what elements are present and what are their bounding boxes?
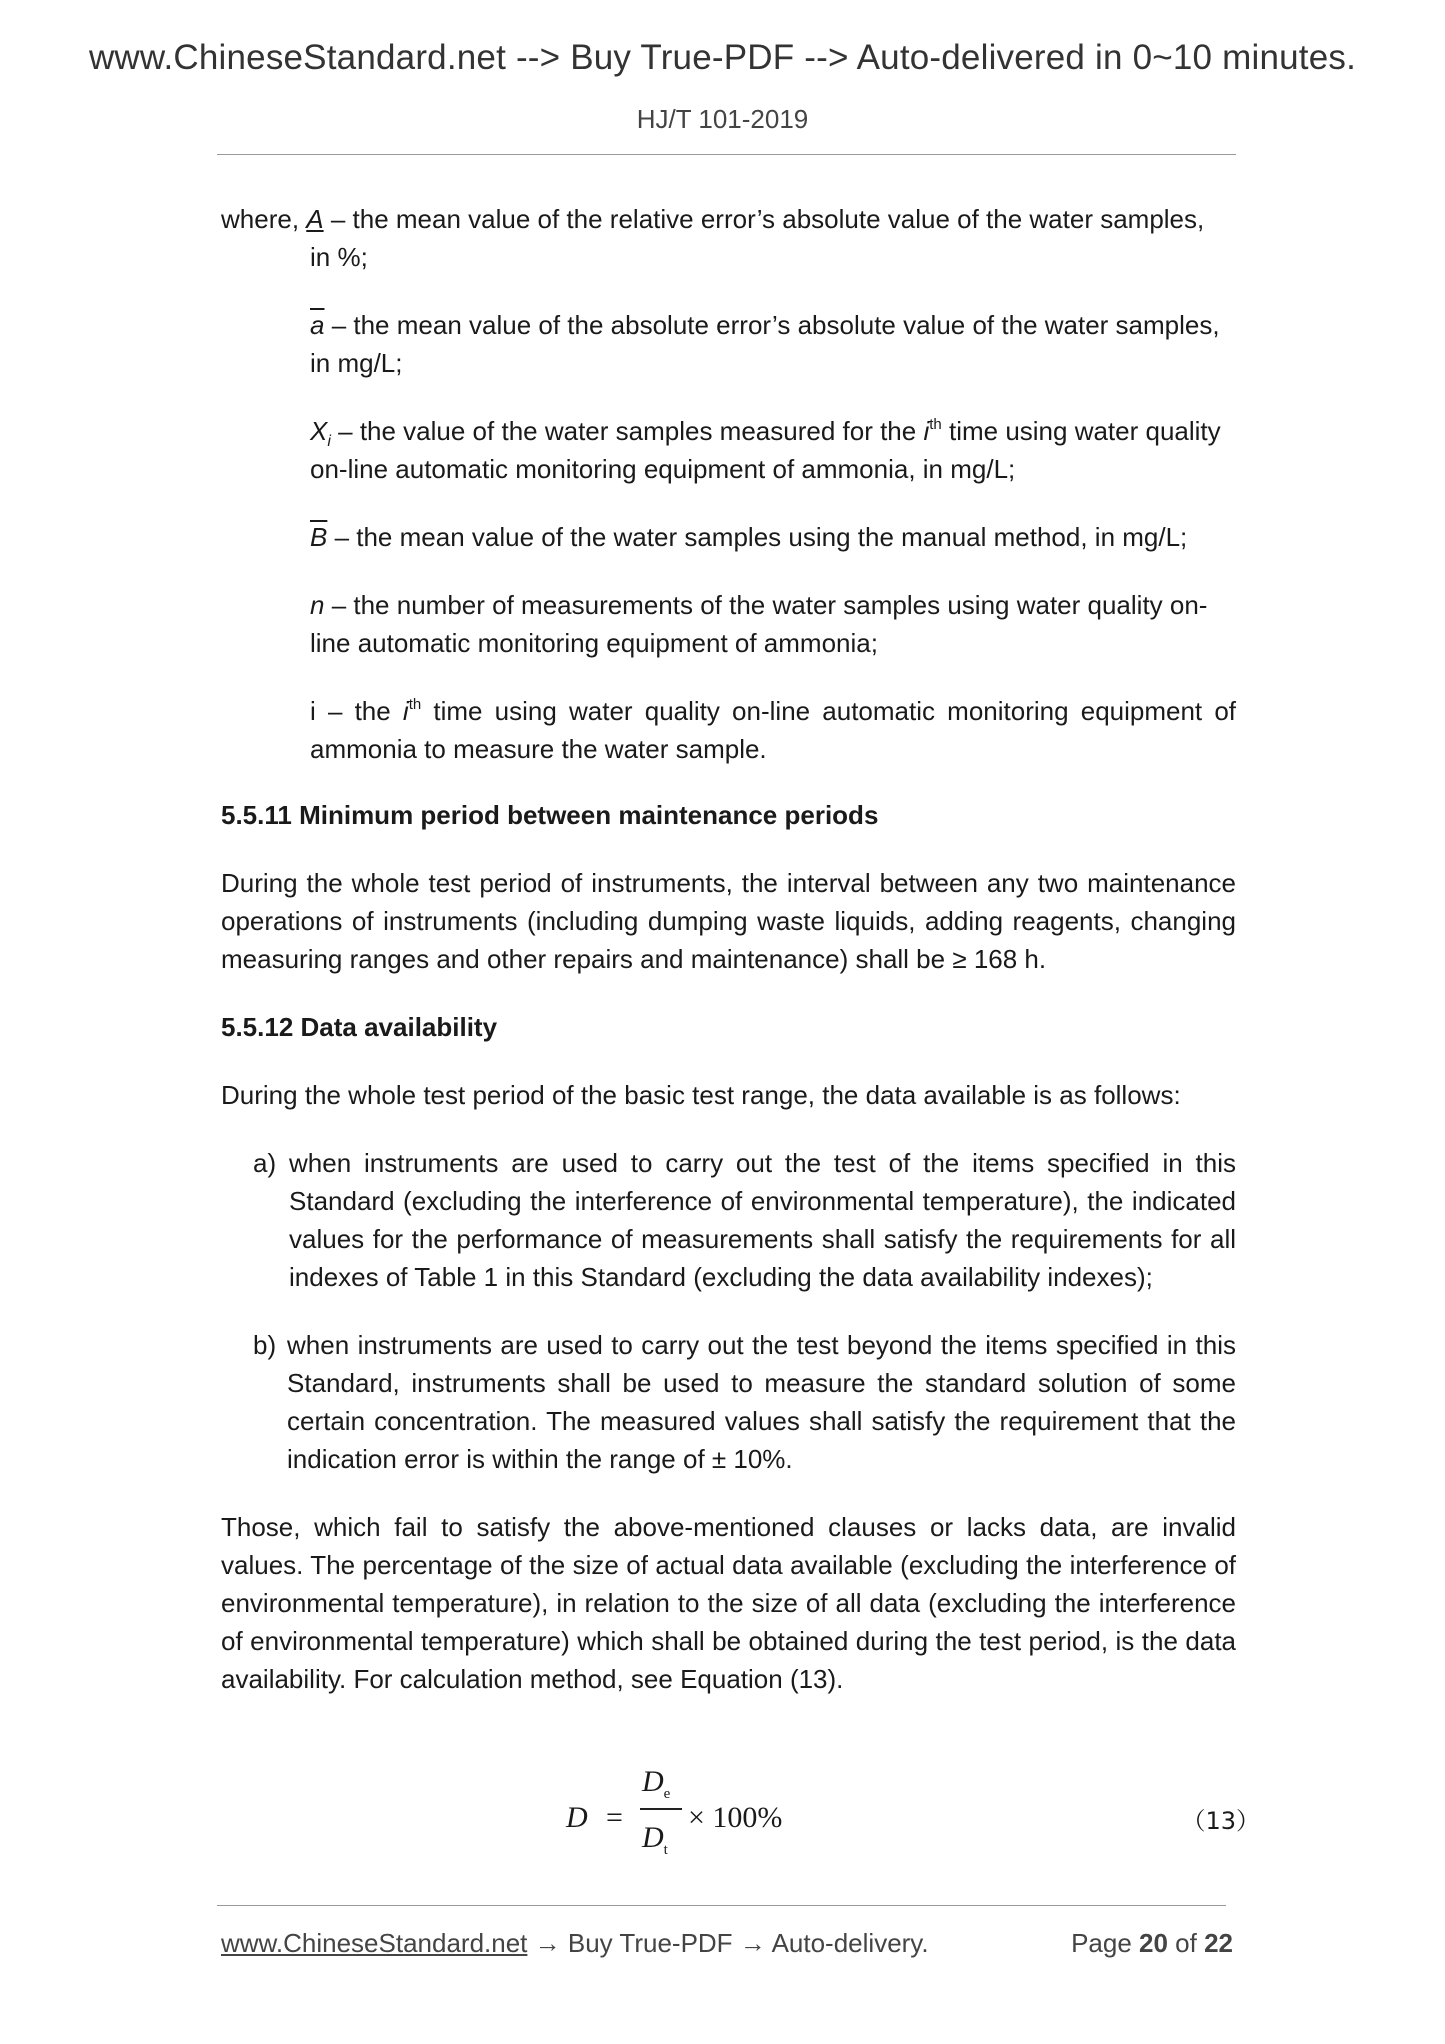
page-number: 20 (1139, 1928, 1168, 1958)
list-item-b (253, 1326, 1236, 1478)
section-5-5-11-body: During the whole test period of instruments, the interval between any two maintenance operations of instruments (including dumping waste liquids, adding reagents, changing measuring ranges and other repairs and maintenance) shall be ≥ 168 h. (221, 868, 1236, 974)
denominator-symbol: D (642, 1821, 664, 1854)
definition-A (221, 200, 1236, 276)
page-label: Page (1071, 1928, 1140, 1958)
numerator-symbol: D (642, 1765, 664, 1798)
section-heading-5-5-12: 5.5.12 Data availability (221, 1012, 498, 1042)
standard-code: HJ/T 101-2019 (636, 104, 809, 134)
definition-i (221, 692, 1236, 768)
section-5-5-12-intro: During the whole test period of the basic test range, the data available is as follows: (221, 1080, 1181, 1110)
equation-13 (560, 1765, 1260, 1875)
fraction-bar (640, 1808, 682, 1810)
definition-a (221, 306, 1236, 382)
symbol-a-bar: $\overline{a}$ (310, 310, 325, 340)
formula-equals: = (606, 1801, 623, 1834)
footer-tagline: → Buy True-PDF → Auto-delivery. (527, 1928, 929, 1958)
definition-B (221, 518, 1236, 556)
definition-i-text-2: time using water quality on-line automatic monitoring equipment of ammonia to measure the water sample. (310, 696, 1236, 764)
symbol-i-inline-2: i (402, 696, 409, 726)
list-item-b-text: when instruments are used to carry out the test beyond the items specified in this Standard, instruments shall be used to measure the standard solution of some certain concentration. The measured values shall satisfy the requirement that the indication error is within the range of ± 10%. (287, 1330, 1236, 1474)
definition-n (221, 586, 1236, 662)
section-5-5-12-closing: Those, which fail to satisfy the above-mentioned clauses or lacks data, are invalid values. The percentage of the size of actual data available (excluding the interference of environmental temperature), in relation to the size of all data (excluding the interference of environmental temperature) which shall be obtained during the test period, is the data availability. For calculation method, see Equation (13). (221, 1512, 1236, 1694)
footer-divider (217, 1905, 1226, 1906)
definition-A-text: – the mean value of the relative error’s absolute value of the water samples, (323, 204, 1205, 234)
ordinal-suffix-2: th (408, 696, 422, 713)
symbol-i: i (310, 696, 316, 726)
header-divider (217, 154, 1236, 155)
symbol-i-inline: i (923, 416, 930, 446)
formula-lhs: D (566, 1801, 588, 1834)
definition-X-text-1: – the value of the water samples measured for the (330, 416, 924, 446)
header-banner: www.ChineseStandard.net --> Buy True-PDF --> Auto-delivered in 0~10 minutes. (88, 38, 1357, 77)
symbol-A: A (306, 204, 324, 234)
page-total: 22 (1204, 1928, 1233, 1958)
denominator-subscript: t (663, 1842, 668, 1858)
definition-Xi (221, 412, 1236, 488)
page-footer (221, 1928, 1233, 1959)
footer-site-link[interactable]: www.ChineseStandard.net (221, 1928, 528, 1958)
section-heading-5-5-11: 5.5.11 Minimum period between maintenance periods (221, 800, 879, 830)
page-indicator (1071, 1928, 1233, 1959)
definition-X-text-2: time using water quality on-line automatic monitoring equipment of ammonia, in mg/L; (310, 416, 1221, 484)
equation-number: （13） (1181, 1807, 1260, 1835)
list-item-a (253, 1144, 1236, 1296)
symbol-B-bar: $\overline{B}$ (310, 522, 328, 552)
symbol-n: n (310, 590, 325, 620)
ordinal-suffix: th (929, 416, 942, 433)
formula-times-100: × 100% (688, 1801, 783, 1834)
definition-B-text: – the mean value of the water samples using the manual method, in mg/L; (327, 522, 1188, 552)
of-label: of (1167, 1928, 1205, 1958)
where-label: where, (221, 204, 307, 234)
formula-denominator (642, 1821, 668, 1858)
symbol-X-subscript: i (327, 433, 331, 451)
list-item-a-text: when instruments are used to carry out the test of the items specified in this Standard (excluding the interference of environmental temperature), the indicated values for the performance of measurements shall satisfy the requirements for all indexes of Table 1 in this Standard (excluding the data availability indexes); (289, 1148, 1236, 1292)
page-content (221, 200, 1236, 1728)
definition-n-text: – the number of measurements of the water samples using water quality on-line automatic monitoring equipment of ammonia; (310, 590, 1208, 658)
formula-numerator (642, 1765, 671, 1802)
definition-i-text-1: – the (315, 696, 403, 726)
symbol-X: X (310, 416, 328, 446)
definition-A-unit: in %; (310, 242, 368, 272)
numerator-subscript: e (663, 1786, 671, 1802)
list-marker-b: b) (253, 1330, 277, 1360)
list-marker-a: a) (253, 1148, 277, 1178)
definition-a-text: – the mean value of the absolute error’s absolute value of the water samples, in mg/L; (310, 310, 1220, 378)
